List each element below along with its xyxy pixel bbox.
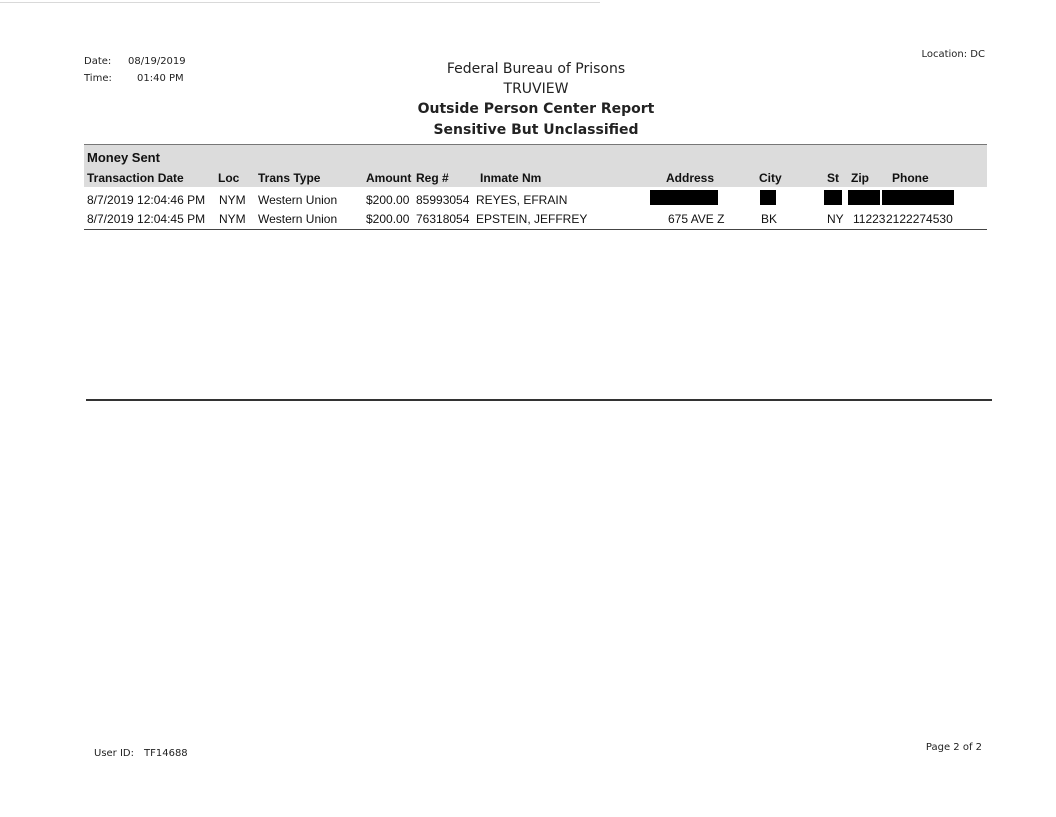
col-st: St [827, 171, 839, 185]
cell-city: BK [761, 212, 778, 226]
col-transaction-date: Transaction Date [87, 171, 184, 185]
cell-date: 8/7/2019 12:04:45 PM [87, 212, 206, 226]
col-inmate-nm: Inmate Nm [480, 171, 542, 185]
user-id-label: User ID: [94, 748, 134, 759]
col-amount: Amount [366, 171, 412, 185]
time-value: 01:40 PM [137, 73, 184, 84]
cell-loc: NYM [219, 193, 246, 207]
cell-reg: 76318054 [416, 212, 470, 226]
location: Location: DC [921, 49, 985, 60]
time-label: Time: [84, 73, 112, 84]
report-time [84, 73, 184, 84]
page-number: Page 2 of 2 [925, 742, 982, 753]
col-reg: Reg # [416, 171, 449, 185]
redacted-zip [848, 190, 880, 205]
footer-user-id [94, 748, 188, 759]
section-title: Money Sent [87, 150, 160, 165]
redacted-address [650, 190, 718, 205]
cell-loc: NYM [219, 212, 246, 226]
col-city: City [759, 171, 782, 185]
col-loc: Loc [218, 171, 240, 185]
cell-reg: 85993054 [416, 193, 470, 207]
report-title: Outside Person Center Report [417, 101, 655, 117]
scan-edge-line [0, 2, 600, 3]
agency-title: Federal Bureau of Prisons [446, 61, 626, 77]
cell-inmate: EPSTEIN, JEFFREY [476, 212, 588, 226]
cell-address: 675 AVE Z [668, 212, 725, 226]
cell-st: NY [827, 212, 844, 226]
cell-phone: 2122274530 [886, 212, 953, 226]
cell-amount: $200.00 [366, 212, 410, 226]
redacted-state [824, 190, 842, 205]
col-phone: Phone [892, 171, 929, 185]
user-id-value: TF14688 [144, 748, 188, 759]
cell-inmate: REYES, EFRAIN [476, 193, 568, 207]
date-value: 08/19/2019 [128, 56, 186, 67]
cell-trans-type: Western Union [258, 212, 338, 226]
col-address: Address [666, 171, 715, 185]
redacted-phone [882, 190, 954, 205]
report-date [84, 56, 186, 67]
page-divider [86, 399, 992, 401]
date-label: Date: [84, 56, 112, 67]
cell-trans-type: Western Union [258, 193, 338, 207]
cell-zip: 11223 [853, 212, 886, 226]
table-bottom-rule [84, 229, 987, 230]
classification-title: Sensitive But Unclassified [433, 122, 639, 138]
cell-date: 8/7/2019 12:04:46 PM [87, 193, 206, 207]
col-zip: Zip [851, 171, 869, 185]
cell-amount: $200.00 [366, 193, 410, 207]
col-trans-type: Trans Type [258, 171, 321, 185]
system-title: TRUVIEW [503, 81, 569, 97]
redacted-city [760, 190, 776, 205]
